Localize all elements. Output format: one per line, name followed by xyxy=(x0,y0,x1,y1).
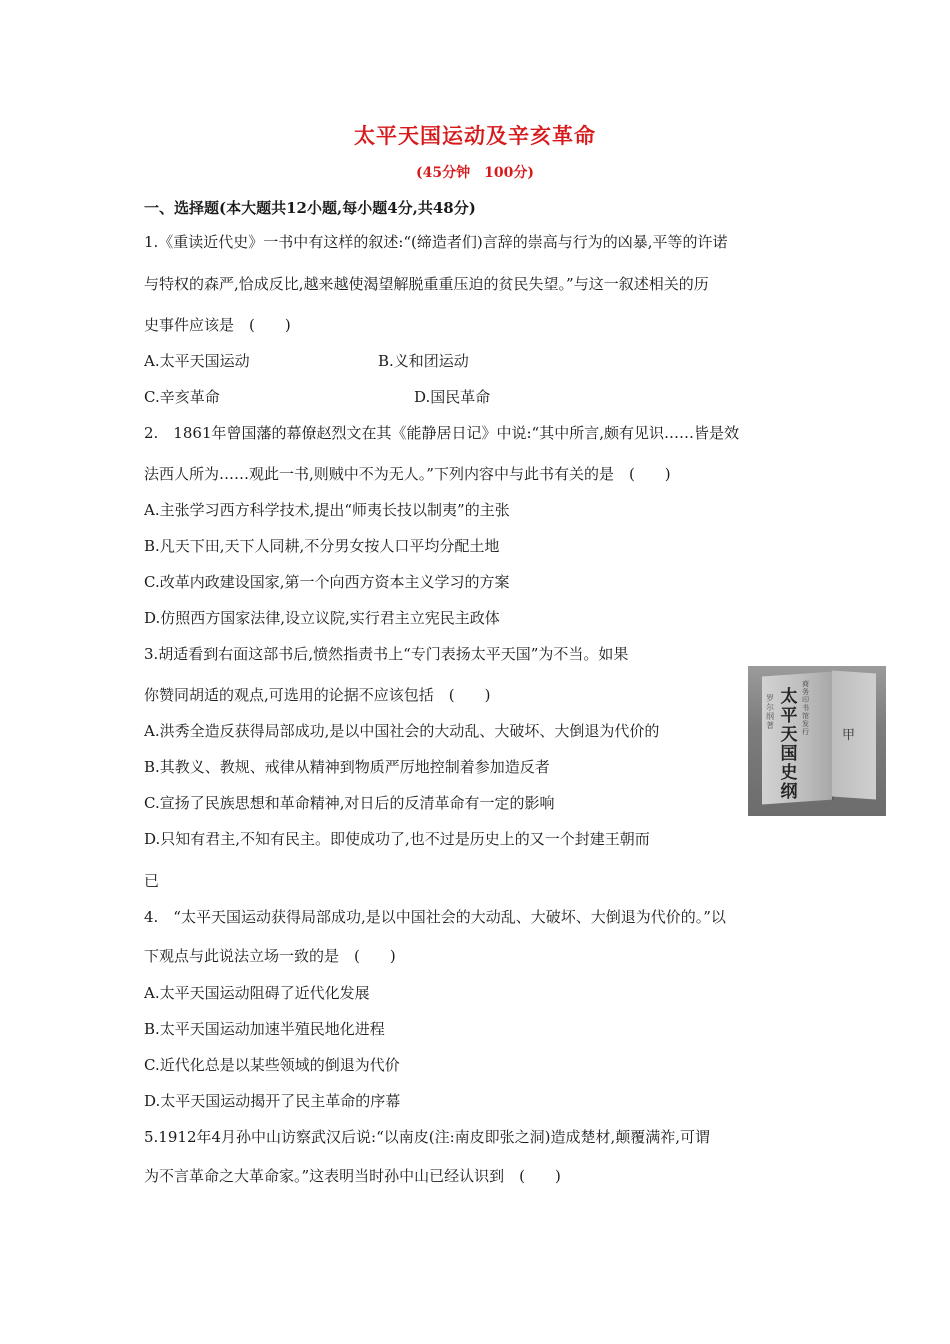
q1-option-c: C.辛亥革命 xyxy=(144,388,220,406)
q2-stem-line1: 2. 1861年曾国藩的幕僚赵烈文在其《能静居日记》中说:“其中所言,颇有见识……皆是效 xyxy=(144,424,739,442)
q3-stem-line2: 你赞同胡适的观点,可选用的论据不应该包括 ( ) xyxy=(144,686,491,704)
q5-stem-line2: 为不言革命之大革命家。”这表明当时孙中山已经认识到 ( ) xyxy=(144,1167,561,1185)
q3-option-a: A.洪秀全造反获得局部成功,是以中国社会的大动乱、大破坏、大倒退为代价的 xyxy=(144,722,660,740)
q1-stem-line2: 与特权的森严,恰成反比,越来越使渴望解脱重重压迫的贫民失望。”与这一叙述相关的历 xyxy=(144,275,709,293)
q4-option-b: B.太平天国运动加速半殖民地化进程 xyxy=(144,1020,385,1038)
book-publisher-text: 商务印书馆发行 xyxy=(802,680,809,736)
q1-option-b: B.义和团运动 xyxy=(378,352,469,370)
section-heading: 一、选择题(本大题共12小题,每小题4分,共48分) xyxy=(144,199,476,217)
page-title: 太平天国运动及辛亥革命 xyxy=(354,123,596,148)
q2-stem-line2: 法西人所为……观此一书,则贼中不为无人。”下列内容中与此书有关的是 ( ) xyxy=(144,465,671,483)
book-spine-mark-icon: 甲 xyxy=(842,728,856,743)
q4-option-c: C.近代化总是以某些领域的倒退为代价 xyxy=(144,1056,400,1074)
q3-stem-line1: 3.胡适看到右面这部书后,愤然指责书上“专门表扬太平天国”为不当。如果 xyxy=(144,645,629,663)
page-subtitle: (45分钟 100分) xyxy=(416,165,534,181)
q5-stem-line1: 5.1912年4月孙中山访察武汉后说:“以南皮(注:南皮即张之洞)造成楚材,颠覆满祚,可谓 xyxy=(144,1128,711,1146)
q1-option-a: A.太平天国运动 xyxy=(144,352,250,370)
q3-option-d-line2: 已 xyxy=(144,872,160,890)
q1-stem-line1: 1.《重读近代史》一书中有这样的叙述:“(缔造者们)言辞的崇高与行为的凶暴,平等的许诺 xyxy=(144,233,728,251)
q2-option-d: D.仿照西方国家法律,设立议院,实行君主立宪民主政体 xyxy=(144,609,500,627)
q4-stem-line2: 下观点与此说法立场一致的是 ( ) xyxy=(144,947,396,965)
book-author-text: 罗尔纲著 xyxy=(766,694,774,730)
q1-stem-line3: 史事件应该是 ( ) xyxy=(144,316,291,334)
q4-option-a: A.太平天国运动阻碍了近代化发展 xyxy=(144,984,370,1002)
q1-option-d: D.国民革命 xyxy=(414,388,491,406)
book-title-text: 太平天国史纲 xyxy=(780,687,798,802)
q4-stem-line1: 4. “太平天国运动获得局部成功,是以中国社会的大动乱、大破坏、大倒退为代价的。”以 xyxy=(144,908,726,926)
q2-option-c: C.改革内政建设国家,第一个向西方资本主义学习的方案 xyxy=(144,573,510,591)
q3-option-d-line1: D.只知有君主,不知有民主。即使成功了,也不过是历史上的又一个封建王朝而 xyxy=(144,830,650,848)
q3-option-c: C.宣扬了民族思想和革命精神,对日后的反清革命有一定的影响 xyxy=(144,794,555,812)
q2-option-b: B.凡天下田,天下人同耕,不分男女按人口平均分配土地 xyxy=(144,537,500,555)
q2-option-a: A.主张学习西方科学技术,提出“师夷长技以制夷”的主张 xyxy=(144,501,510,519)
q3-option-b: B.其教义、教规、戒律从精神到物质严厉地控制着参加造反者 xyxy=(144,758,550,776)
q4-option-d: D.太平天国运动揭开了民主革命的序幕 xyxy=(144,1092,401,1110)
book-cover-photo xyxy=(748,666,886,816)
